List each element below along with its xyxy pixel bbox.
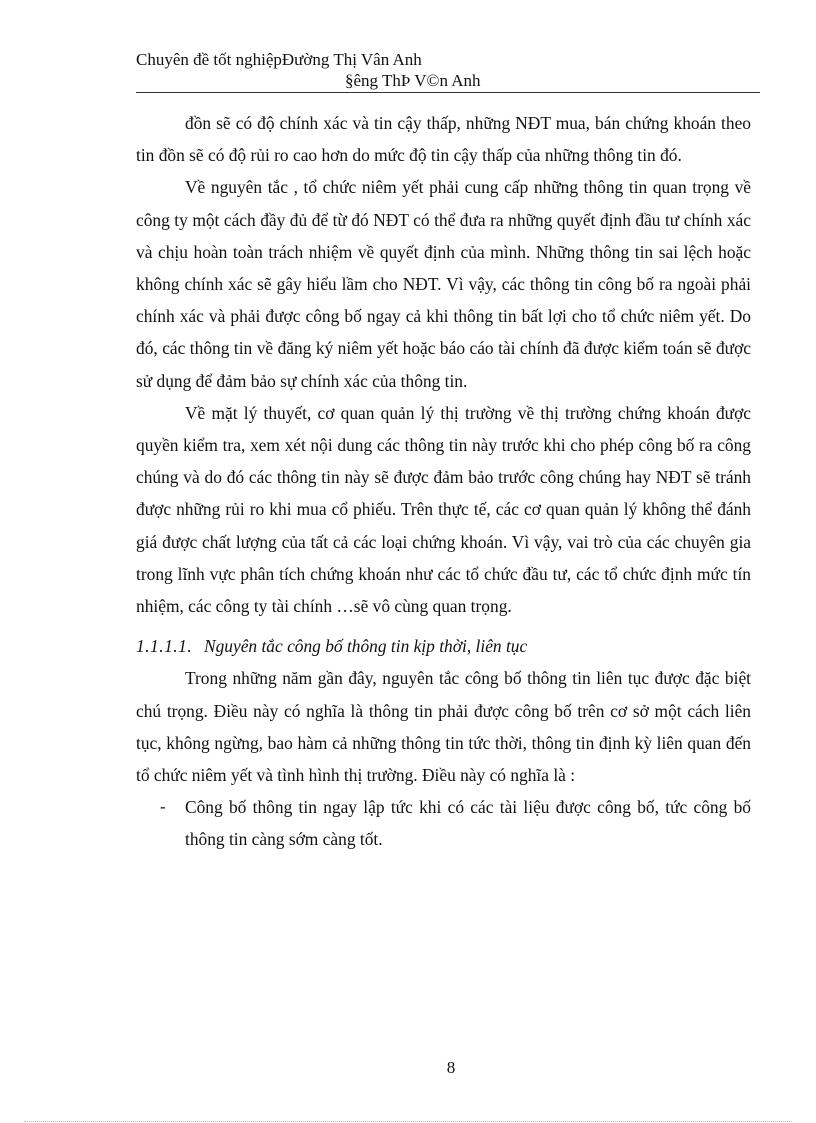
section-number: 1.1.1.1. bbox=[136, 636, 193, 657]
header-divider bbox=[136, 92, 760, 93]
list-item-text: Công bố thông tin ngay lập tức khi có các tài liệu được công bố, tức công bố thông tin càng sớm càng tốt. bbox=[185, 797, 751, 850]
bullet-list bbox=[136, 791, 751, 855]
page-number: 8 bbox=[446, 1058, 456, 1077]
section-title: Nguyên tắc công bố thông tin kịp thời, liên tục bbox=[204, 636, 528, 657]
section-heading bbox=[136, 630, 751, 662]
header-title: Chuyên đề tốt nghiệpĐường Thị Vân Anh bbox=[136, 50, 422, 69]
paragraph-continuous-disclosure: Trong những năm gần đây, nguyên tắc công bố thông tin liên tục được đặc biệt chú trọng. Điều này có nghĩa là thông tin phải được công bố trên cơ sở một cách liên tục, không ngừng, bao hàm cả những thông tin tức thời, thông tin định kỳ liên quan đến tổ chức niêm yết và tình hình thị trường. Điều này có nghĩa là : bbox=[136, 668, 751, 786]
document-body bbox=[136, 107, 751, 856]
paragraph-disclosure-accuracy: Về nguyên tắc , tổ chức niêm yết phải cung cấp những thông tin quan trọng về công ty một cách đầy đủ để từ đó NĐT có thể đưa ra những quyết định đầu tư chính xác và chịu hoàn toàn trách nhiệm về quyết định của mình. Những thông tin sai lệch hoặc không chính xác sẽ gây hiểu lầm cho NĐT. Vì vậy, các thông tin công bố ra ngoài phải chính xác và phải được công bố ngay cả khi thông tin bất lợi cho tổ chức niêm yết. Do đó, các thông tin về đăng ký niêm yết hoặc báo cáo tài chính đã được kiểm toán sẽ được sử dụng để đảm bảo sự chính xác của thông tin. bbox=[136, 177, 751, 391]
paragraph-continuation: đồn sẽ có độ chính xác và tin cậy thấp, những NĐT mua, bán chứng khoán theo tin đồn sẽ có độ rủi ro cao hơn do mức độ tin cậy thấp của những thông tin đó. bbox=[136, 113, 751, 166]
page-header bbox=[136, 49, 760, 91]
header-author: §êng ThÞ V©n Anh bbox=[345, 71, 481, 90]
page-bottom-divider bbox=[24, 1121, 792, 1122]
list-item bbox=[136, 791, 751, 855]
paragraph-regulatory-review: Về mặt lý thuyết, cơ quan quản lý thị trường về thị trường chứng khoán được quyền kiểm tra, xem xét nội dung các thông tin này trước khi cho phép công bố ra công chúng và do đó các thông tin này sẽ được đảm bảo trước công chúng hay NĐT sẽ tránh được những rủi ro khi mua cổ phiếu. Trên thực tế, các cơ quan quản lý không thể đánh giá được chất lượng của tất cả các loại chứng khoán. Vì vậy, vai trò của các chuyên gia trong lĩnh vực phân tích chứng khoán như các tổ chức đầu tư, các tổ chức định mức tín nhiệm, các công ty tài chính …sẽ vô cùng quan trọng. bbox=[136, 402, 751, 617]
dash-bullet-icon: - bbox=[160, 797, 166, 817]
